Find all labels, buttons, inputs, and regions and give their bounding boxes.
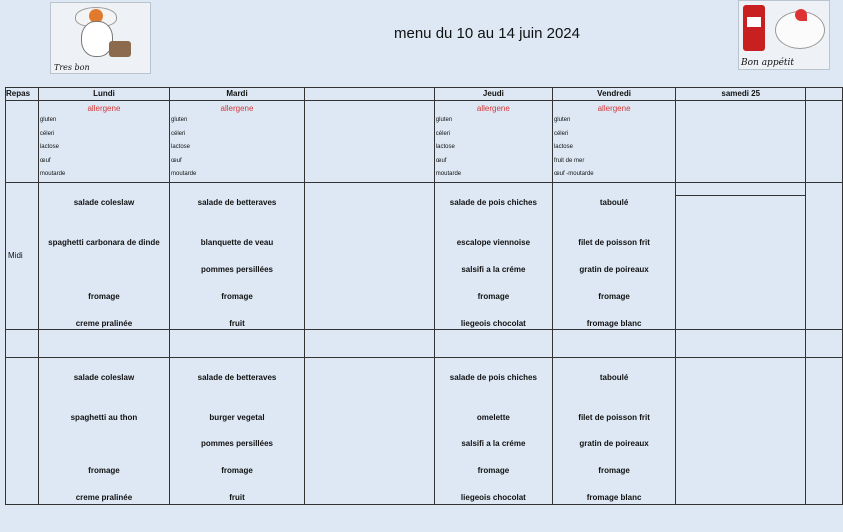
allergen-item: lactose — [170, 144, 190, 150]
soir-rowhead — [6, 358, 39, 505]
allergen-cell-samedi — [676, 101, 806, 183]
allergen-cell-extra — [806, 101, 843, 183]
dish-dessert: liegeois chocolat — [460, 493, 526, 502]
sep-cell — [305, 330, 435, 358]
allergen-item: céleri — [39, 130, 55, 137]
allergen-item: œuf -moutarde — [553, 171, 594, 177]
dish-accompagnement: pommes persillées — [200, 265, 274, 274]
dish-entree: taboulé — [599, 373, 629, 382]
dish-fromage: fromage — [598, 466, 630, 475]
midi-cell-samedi — [676, 183, 806, 330]
pot-shape — [109, 41, 131, 57]
allergen-item: gluten — [170, 117, 188, 123]
dish-fromage: fromage — [477, 466, 510, 475]
midi-label: Midi — [8, 251, 23, 260]
dish-plat: spaghetti carbonara de dinde — [48, 238, 160, 247]
can-shape — [743, 5, 765, 51]
soir-cell-lundi — [38, 358, 169, 505]
midi-rowhead — [6, 183, 39, 330]
col-header-samedi: samedi 25 — [676, 88, 806, 101]
allergen-item: fruit de mer — [553, 157, 585, 164]
allergen-item: gluten — [435, 117, 453, 123]
dish-entree: taboulé — [599, 198, 629, 207]
separator-row — [6, 330, 843, 358]
logo-left-caption: Tres bon — [54, 63, 90, 72]
dish-dessert: creme pralinée — [75, 319, 133, 328]
dish-plat: burger vegetal — [209, 413, 265, 422]
dish-fromage: fromage — [477, 292, 510, 301]
midi-cell-lundi — [38, 183, 169, 330]
logo-tres-bon — [50, 2, 151, 74]
soir-cell-vendredi — [552, 358, 675, 505]
allergen-item: lactose — [39, 144, 59, 150]
allergen-item: céleri — [170, 130, 186, 137]
sep-cell — [676, 330, 806, 358]
dish-fromage: fromage — [88, 466, 120, 475]
dish-entree: salade coleslaw — [73, 198, 135, 207]
menu-table — [5, 87, 843, 505]
allergen-cell-empty — [305, 101, 435, 183]
allergen-item: œuf — [39, 157, 51, 164]
dish-fromage: fromage — [221, 292, 253, 301]
dish-dessert: fruit — [229, 493, 245, 502]
sep-cell — [806, 330, 843, 358]
col-header-repas: Repas — [6, 88, 39, 101]
dish-plat: omelette — [476, 413, 510, 422]
can-label-shape — [747, 17, 761, 27]
allergen-item: lactose — [435, 144, 455, 150]
meal-row-midi — [6, 183, 843, 330]
midi-cell-extra — [806, 183, 843, 330]
sep-cell — [38, 330, 169, 358]
col-header-extra — [806, 88, 843, 101]
dish-entree: salade coleslaw — [73, 373, 135, 382]
dish-entree: salade de pois chiches — [449, 198, 537, 207]
allergen-label: allergene — [220, 104, 254, 113]
dish-plat: filet de poisson frit — [578, 413, 650, 422]
allergen-item: céleri — [553, 130, 569, 137]
soir-cell-extra — [806, 358, 843, 505]
dish-accompagnement: salsifi a la créme — [461, 265, 526, 274]
dish-entree: salade de betteraves — [197, 198, 277, 207]
dish-plat: blanquette de veau — [200, 238, 274, 247]
allergen-label: allergene — [87, 104, 121, 113]
cell-divider — [676, 195, 805, 196]
midi-cell-empty — [305, 183, 435, 330]
allergen-item: moutarde — [39, 171, 66, 177]
allergen-label: allergene — [476, 104, 510, 113]
header-row — [6, 88, 843, 101]
soir-cell-jeudi — [434, 358, 552, 505]
dish-plat: escalope viennoise — [456, 238, 531, 247]
col-header-jeudi: Jeudi — [434, 88, 552, 101]
soir-cell-samedi — [676, 358, 806, 505]
allergen-cell-jeudi — [434, 101, 552, 183]
hen-shape — [795, 9, 807, 21]
allergen-item: œuf — [170, 157, 182, 164]
dish-dessert: liegeois chocolat — [460, 319, 526, 328]
midi-cell-mardi — [169, 183, 304, 330]
allergen-item: gluten — [553, 117, 571, 123]
dish-fromage: fromage — [221, 466, 253, 475]
allergen-label: allergene — [597, 104, 631, 113]
allergen-item: œuf — [435, 157, 447, 164]
allergen-item: moutarde — [170, 171, 197, 177]
dish-dessert: fromage blanc — [586, 493, 642, 502]
sep-cell — [169, 330, 304, 358]
midi-cell-jeudi — [434, 183, 552, 330]
dish-plat: filet de poisson frit — [578, 238, 650, 247]
allergen-cell-mardi — [169, 101, 304, 183]
sep-cell — [434, 330, 552, 358]
sep-cell — [6, 330, 39, 358]
dish-accompagnement: gratin de poireaux — [579, 439, 649, 448]
allergen-cell-lundi — [38, 101, 169, 183]
dish-fromage: fromage — [598, 292, 630, 301]
sep-cell — [552, 330, 675, 358]
allergen-item: gluten — [39, 117, 57, 123]
col-header-lundi: Lundi — [38, 88, 169, 101]
logo-bon-appetit — [738, 0, 830, 70]
col-header-mardi: Mardi — [169, 88, 304, 101]
logo-right-caption: Bon appétit — [741, 58, 795, 68]
allergen-item: moutarde — [435, 171, 462, 177]
allergen-row — [6, 101, 843, 183]
soir-cell-mardi — [169, 358, 304, 505]
allergen-rowhead — [6, 101, 39, 183]
dish-accompagnement: salsifi a la créme — [461, 439, 526, 448]
allergen-item: céleri — [435, 130, 451, 137]
allergen-cell-vendredi — [552, 101, 675, 183]
dish-fromage: fromage — [88, 292, 120, 301]
dish-dessert: fruit — [229, 319, 245, 328]
dish-accompagnement: pommes persillées — [200, 439, 274, 448]
dish-dessert: creme pralinée — [75, 493, 133, 502]
allergen-item: lactose — [553, 144, 573, 150]
dish-dessert: fromage blanc — [586, 319, 642, 328]
page-title: menu du 10 au 14 juin 2024 — [394, 25, 580, 42]
dish-entree: salade de betteraves — [197, 373, 277, 382]
col-header-vendredi: Vendredi — [552, 88, 675, 101]
dish-entree: salade de pois chiches — [449, 373, 537, 382]
meal-row-soir — [6, 358, 843, 505]
midi-cell-vendredi — [552, 183, 675, 330]
dish-plat: spaghetti au thon — [70, 413, 138, 422]
soir-cell-empty — [305, 358, 435, 505]
col-header-empty — [305, 88, 435, 101]
dish-accompagnement: gratin de poireaux — [579, 265, 649, 274]
